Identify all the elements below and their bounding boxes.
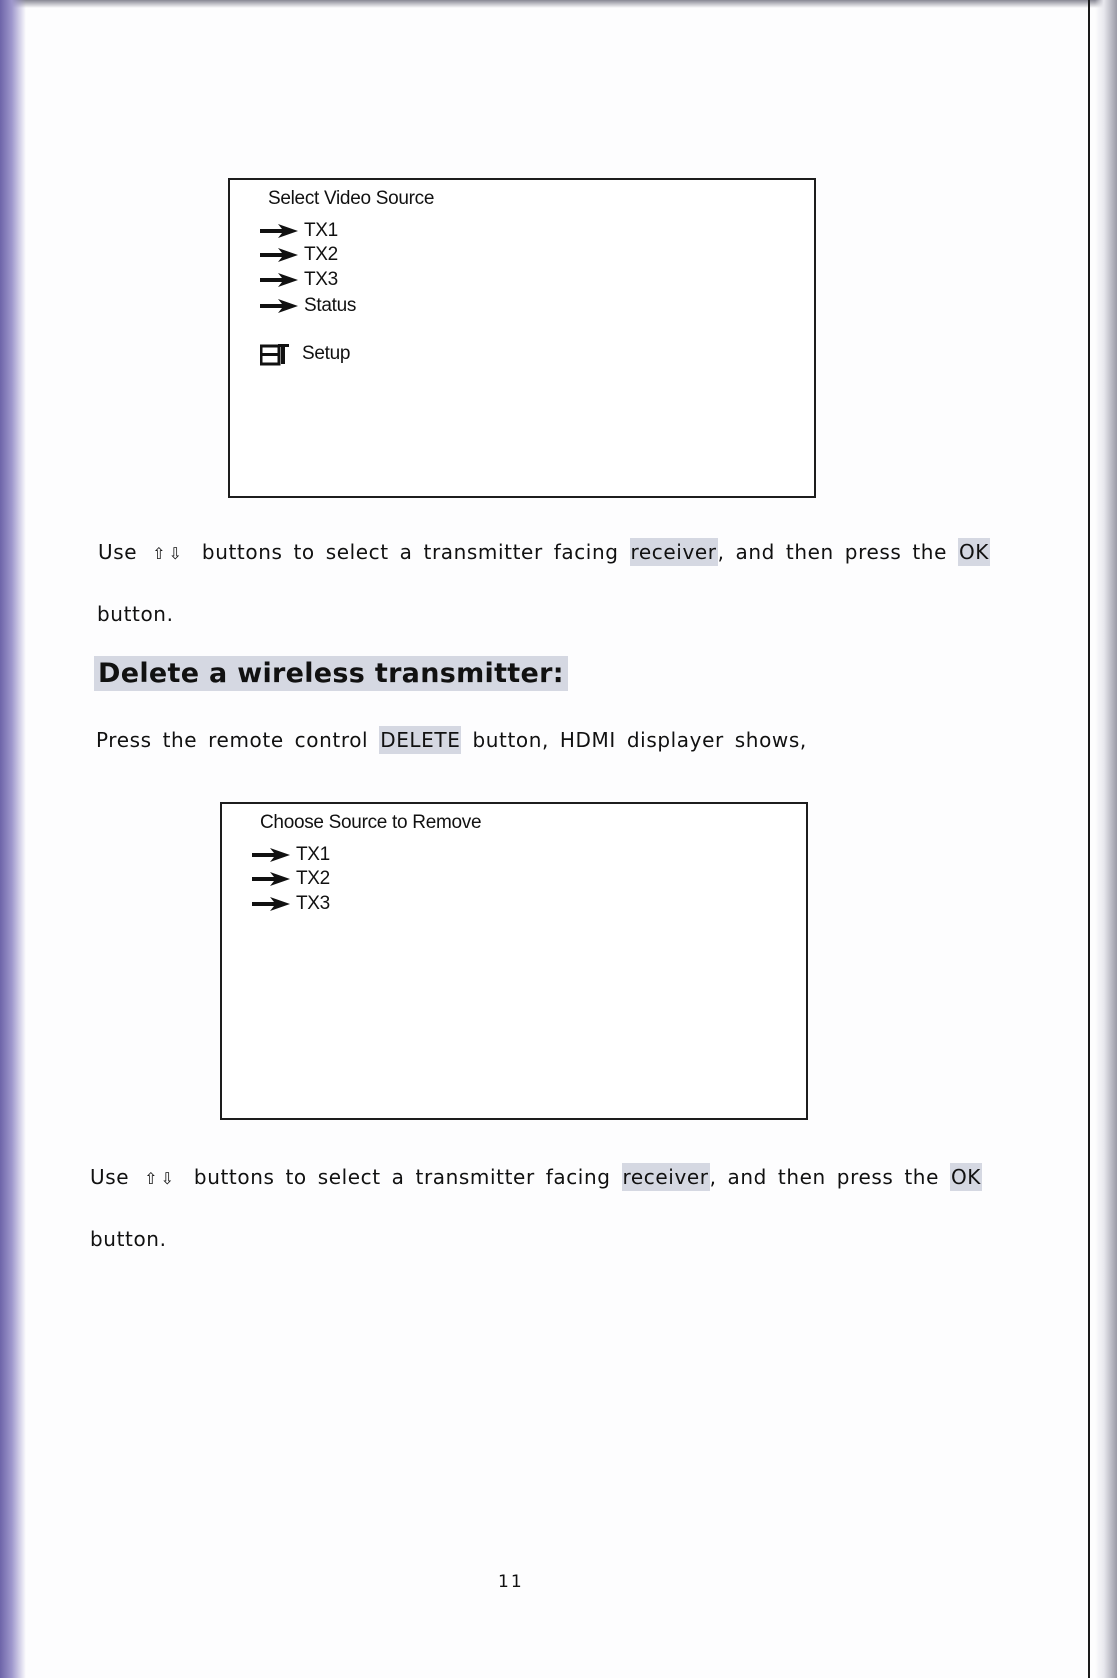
scan-shadow-top [0,0,1117,8]
text-rest: buttons to select a transmitter facing [201,540,619,564]
menu-item-label: TX2 [304,244,338,265]
delete-highlight: DELETE [380,728,461,752]
menu-title: Select Video Source [268,188,435,209]
up-down-arrows-icon: ⇧⇩ [144,1169,177,1188]
menu-item-setup[interactable] [260,342,350,366]
instruction-paragraph-1-cont: button. [97,602,174,626]
section-heading: Delete a wireless transmitter: [94,656,568,691]
menu-item-label: TX1 [304,220,338,241]
text-use: Use [90,1165,130,1189]
menu-title: Choose Source to Remove [260,812,482,833]
menu-item-tx2[interactable] [252,868,330,890]
ok-highlight: OK [950,1165,982,1189]
text-after: button, HDMI displayer shows, [472,728,807,752]
menu-item-label: Setup [302,343,351,364]
arrow-right-icon [260,273,298,287]
text-press: , and then press the [717,540,947,564]
page-number: 11 [498,1572,524,1592]
scan-shadow-left [0,0,26,1678]
menu-item-tx2[interactable] [260,244,338,266]
choose-source-to-remove-menu [220,802,808,1120]
ok-highlight: OK [958,540,990,564]
arrow-right-icon [260,248,298,262]
scan-edge-line [1088,0,1090,1678]
up-down-arrows-icon: ⇧⇩ [152,544,185,563]
arrow-right-icon [252,872,290,886]
instruction-paragraph-1 [98,540,990,564]
instruction-paragraph-3-cont: button. [90,1227,167,1251]
menu-item-tx1[interactable] [252,844,330,866]
menu-item-label: TX1 [296,844,330,865]
text-rest: buttons to select a transmitter facing [193,1165,611,1189]
arrow-right-icon [252,897,290,911]
instruction-paragraph-2 [96,728,807,752]
select-video-source-menu [228,178,816,498]
receiver-highlight: receiver [622,1165,709,1189]
menu-item-tx3[interactable] [260,269,338,291]
text-before: Press the remote control [96,728,369,752]
menu-item-label: Status [304,295,357,316]
arrow-right-icon [260,224,298,238]
arrow-right-icon [252,848,290,862]
instruction-paragraph-3 [90,1165,982,1189]
menu-item-label: TX3 [296,893,330,914]
receiver-highlight: receiver [630,540,717,564]
text-press: , and then press the [709,1165,939,1189]
menu-item-tx3[interactable] [252,893,330,915]
scan-shadow-right [1095,0,1117,1678]
menu-item-label: TX3 [304,269,338,290]
text-use: Use [98,540,138,564]
menu-item-label: TX2 [296,868,330,889]
arrow-right-icon [260,299,298,313]
menu-item-tx1[interactable] [260,220,338,242]
setup-icon [260,342,290,366]
menu-item-status[interactable] [260,295,356,317]
